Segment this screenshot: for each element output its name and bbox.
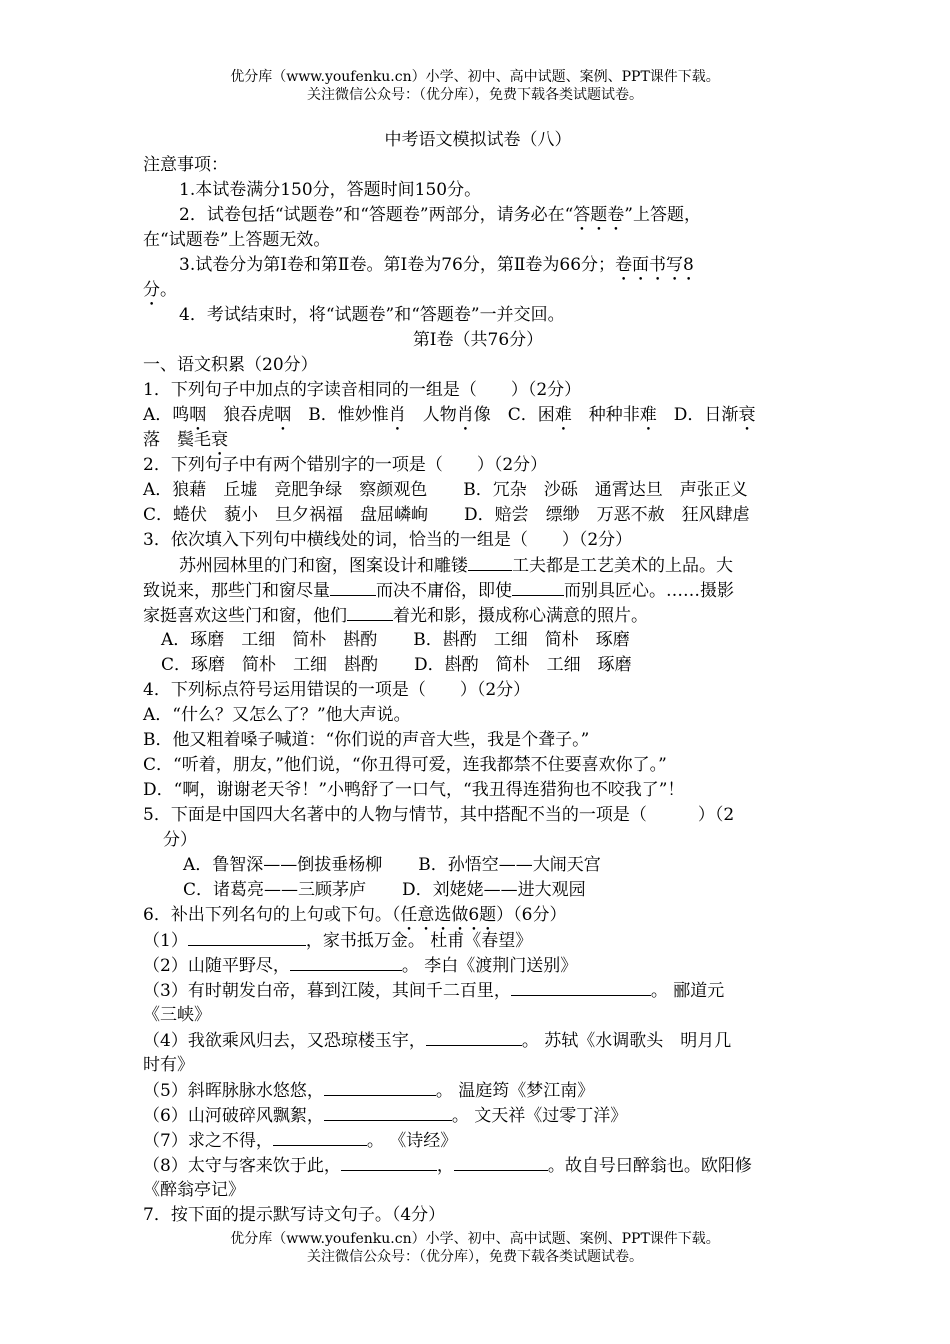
option-d: D．刘姥姥——进大观园 [402, 880, 586, 900]
text: 致说来，那些门和窗尽量 [143, 581, 330, 601]
q1-stem: 1．下列句子中加点的字读音相同的一组是（ ）（2分） [143, 380, 582, 400]
notice-item-3-cont [143, 278, 813, 303]
q5-stem-cont: 分） [163, 830, 197, 850]
dotted-text: 咽 [274, 405, 292, 425]
q2-row-2 [143, 503, 813, 528]
option-a: A．琢磨 工细 简朴 斟酌 [161, 630, 378, 650]
notice-heading: 注意事项： [143, 155, 228, 175]
text: 鬓毛 [160, 430, 211, 450]
q5-stem: 5．下面是中国四大名著中的人物与情节，其中搭配不当的一项是（ ）（2 [143, 805, 735, 825]
option-b: B．冗杂 沙砾 通霄达旦 声张正义 [463, 480, 748, 500]
q3-options-ab [143, 628, 813, 653]
footer-line-1: 优分库（www.youfenku.cn）小学、初中、高中试题、案例、PPT课件下载。 [230, 1231, 720, 1247]
option-d: D．斟酌 简朴 工细 琢磨 [414, 655, 632, 675]
text: 。 《诗经》 [366, 1131, 458, 1151]
answer-blank[interactable] [426, 1028, 522, 1046]
section-1-title: 一、语文积累（20分） [143, 355, 318, 375]
text: 。 文天祥《过零丁洋》 [451, 1106, 628, 1126]
option-d: D．赔尝 缥缈 万恶不赦 狂风肆虐 [464, 505, 750, 525]
text: 2．试卷包括“试题卷”和“答题卷”两部分，请务必在“ [179, 205, 574, 225]
notice-item-3 [143, 253, 813, 278]
option-c: C．琢磨 简朴 工细 斟酌 [161, 655, 379, 675]
text: （8）太守与客来饮于此， [143, 1156, 341, 1176]
text: A．鸣 [143, 405, 190, 425]
notice-item-2 [143, 203, 813, 228]
option-c: C．蜷伏 藐小 旦夕祸福 盘屈嶙峋 [143, 505, 429, 525]
text: ”上答题， [624, 205, 701, 225]
dotted-text: 咽 [189, 405, 207, 425]
q6-item-1 [143, 928, 813, 953]
exam-body [143, 128, 813, 1228]
answer-blank[interactable] [341, 1153, 437, 1171]
option-a: A．狼藉 丘墟 竞肥争绿 察颜观色 [143, 480, 428, 500]
answer-blank[interactable] [324, 1103, 452, 1121]
text: 而别具匠心。……摄影 [564, 581, 734, 601]
q6-item-2 [143, 953, 813, 978]
q4-option-b: B．他又粗着嗓子喊道：“你们说的声音大些，我是个聋子。” [143, 730, 590, 750]
text: ， [436, 1156, 454, 1176]
answer-blank[interactable] [511, 978, 651, 996]
text: （3）有时朝发白帝，暮到江陵，其间千二百里， [143, 981, 511, 1001]
answer-blank[interactable] [347, 603, 393, 621]
q4-option-d: D．“啊，谢谢老天爷！”小鸭舒了一口气，“我丑得连猎狗也不咬我了”！ [143, 780, 685, 800]
text: 。 温庭筠《梦江南》 [435, 1081, 595, 1101]
q6-item-8-cont: 《醉翁亭记》 [143, 1180, 245, 1200]
answer-blank[interactable] [290, 953, 402, 971]
q6-item-5 [143, 1078, 813, 1103]
dotted-text: 卷面书写8 [615, 255, 694, 275]
dotted-text: 肖 [456, 405, 474, 425]
q3-options-cd [143, 653, 813, 678]
text: 。 李白《渡荆门送别》 [401, 956, 578, 976]
q4-stem: 4．下列标点符号运用错误的一项是（ ）（2分） [143, 680, 531, 700]
text: 6．补出下列名句的上句或下句。（ [143, 905, 401, 925]
header-line-1: 优分库（www.youfenku.cn）小学、初中、高中试题、案例、PPT课件下载。 [230, 69, 720, 85]
q3-passage-1 [143, 553, 813, 578]
q4-option-a: A．“什么？又怎么了？”他大声说。 [143, 705, 411, 725]
text: 像 [473, 405, 491, 425]
q6-item-3-cont: 《三峡》 [143, 1005, 211, 1025]
q7-stem: 7．按下面的提示默写诗文句子。（4分） [143, 1205, 446, 1225]
dotted-text: 难 [554, 405, 572, 425]
q6-stem [143, 903, 813, 928]
text: 。 [160, 280, 177, 300]
q4-option-c: C．“听着，朋友，”他们说，“你丑得可爱，连我都禁不住要喜欢你了。” [143, 755, 667, 775]
text: （1） [143, 931, 188, 951]
footer-line-2: 关注微信公众号：（优分库），免费下载各类试题试卷。 [307, 1249, 643, 1265]
text: ，家书抵万金。 杜甫《春望》 [305, 931, 533, 951]
notice-item-1: 1.本试卷满分150分，答题时间150分。 [179, 180, 482, 200]
text: 狼吞虎 [206, 405, 275, 425]
text: 3.试卷分为第Ⅰ卷和第Ⅱ卷。第Ⅰ卷为76分，第Ⅱ卷为66分； [179, 255, 616, 275]
q6-item-8 [143, 1153, 813, 1178]
q3-passage-2 [143, 578, 813, 603]
text: ）（6分） [496, 905, 567, 925]
answer-blank[interactable] [330, 578, 376, 596]
text: 苏州园林里的门和窗，图案设计和雕镂 [179, 556, 468, 576]
dotted-text: 答题卷 [573, 205, 625, 225]
dotted-text: 衰 [738, 405, 756, 425]
text: （4）我欲乘风归去，又恐琼楼玉宇， [143, 1031, 426, 1051]
notice-item-4: 4．考试结束时，将“试题卷”和“答题卷”一并交回。 [179, 305, 565, 325]
answer-blank[interactable] [273, 1128, 367, 1146]
q6-item-7 [143, 1128, 813, 1153]
dotted-text: 肖 [388, 405, 406, 425]
q3-passage-3 [143, 603, 813, 628]
page-header [0, 68, 950, 104]
text: C．困 [490, 405, 555, 425]
text: 工夫都是工艺美术的上品。大 [512, 556, 733, 576]
part-1-title: 第Ⅰ卷（共76分） [412, 330, 544, 350]
text: （2）山随平野尽， [143, 956, 290, 976]
q2-row-1 [143, 478, 813, 503]
text: 人物 [405, 405, 457, 425]
q3-stem: 3．依次填入下列句中横线处的词，恰当的一组是（ ）（2分） [143, 530, 633, 550]
text: （7）求之不得， [143, 1131, 273, 1151]
text: 着光和影，摄成称心满意的照片。 [393, 606, 648, 626]
option-b: B．斟酌 工细 简朴 琢磨 [413, 630, 630, 650]
text: 。故自号曰醉翁也。欧阳修 [547, 1156, 752, 1176]
answer-blank[interactable] [454, 1153, 548, 1171]
text: D．日渐 [656, 405, 739, 425]
q5-options-ab [143, 853, 813, 878]
answer-blank[interactable] [512, 578, 564, 596]
dotted-text: 难 [639, 405, 657, 425]
page-title: 中考语文模拟试卷（八） [384, 130, 572, 150]
answer-blank[interactable] [468, 553, 512, 571]
text: 家挺喜欢这些门和窗，他们 [143, 606, 347, 626]
q2-stem: 2．下列句子中有两个错别字的一项是（ ）（2分） [143, 455, 548, 475]
text: 。 苏轼《水调歌头 明月几 [521, 1031, 732, 1051]
q1-options [143, 403, 813, 428]
page-footer [0, 1230, 950, 1266]
q1-options-cont [143, 428, 813, 453]
text: （6）山河破碎风飘絮， [143, 1106, 324, 1126]
notice-item-2-cont: 在“试题卷”上答题无效。 [143, 230, 331, 250]
text: B．惟妙惟 [291, 405, 389, 425]
text: 落 [143, 430, 160, 450]
header-line-2: 关注微信公众号：（优分库），免费下载各类试题试卷。 [307, 87, 643, 103]
answer-blank[interactable] [324, 1078, 436, 1096]
q6-item-3 [143, 978, 813, 1003]
option-a: A．鲁智深——倒拔垂杨柳 [183, 855, 383, 875]
q6-item-6 [143, 1103, 813, 1128]
dotted-text: 分 [143, 280, 160, 300]
text: 。 郦道元 [650, 981, 725, 1001]
q5-options-cd [143, 878, 813, 903]
text: 而决不庸俗，即使 [376, 581, 512, 601]
dotted-text: 衰 [211, 430, 228, 450]
dotted-text: 任意选做6题 [400, 905, 497, 925]
q6-item-4-cont: 时有》 [143, 1055, 194, 1075]
option-b: B．孙悟空——大闹天宫 [418, 855, 601, 875]
text: （5）斜晖脉脉水悠悠， [143, 1081, 324, 1101]
answer-blank[interactable] [188, 928, 306, 946]
q6-item-4 [143, 1028, 813, 1053]
option-c: C．诸葛亮——三顾茅庐 [183, 880, 367, 900]
text: 种种非 [571, 405, 640, 425]
